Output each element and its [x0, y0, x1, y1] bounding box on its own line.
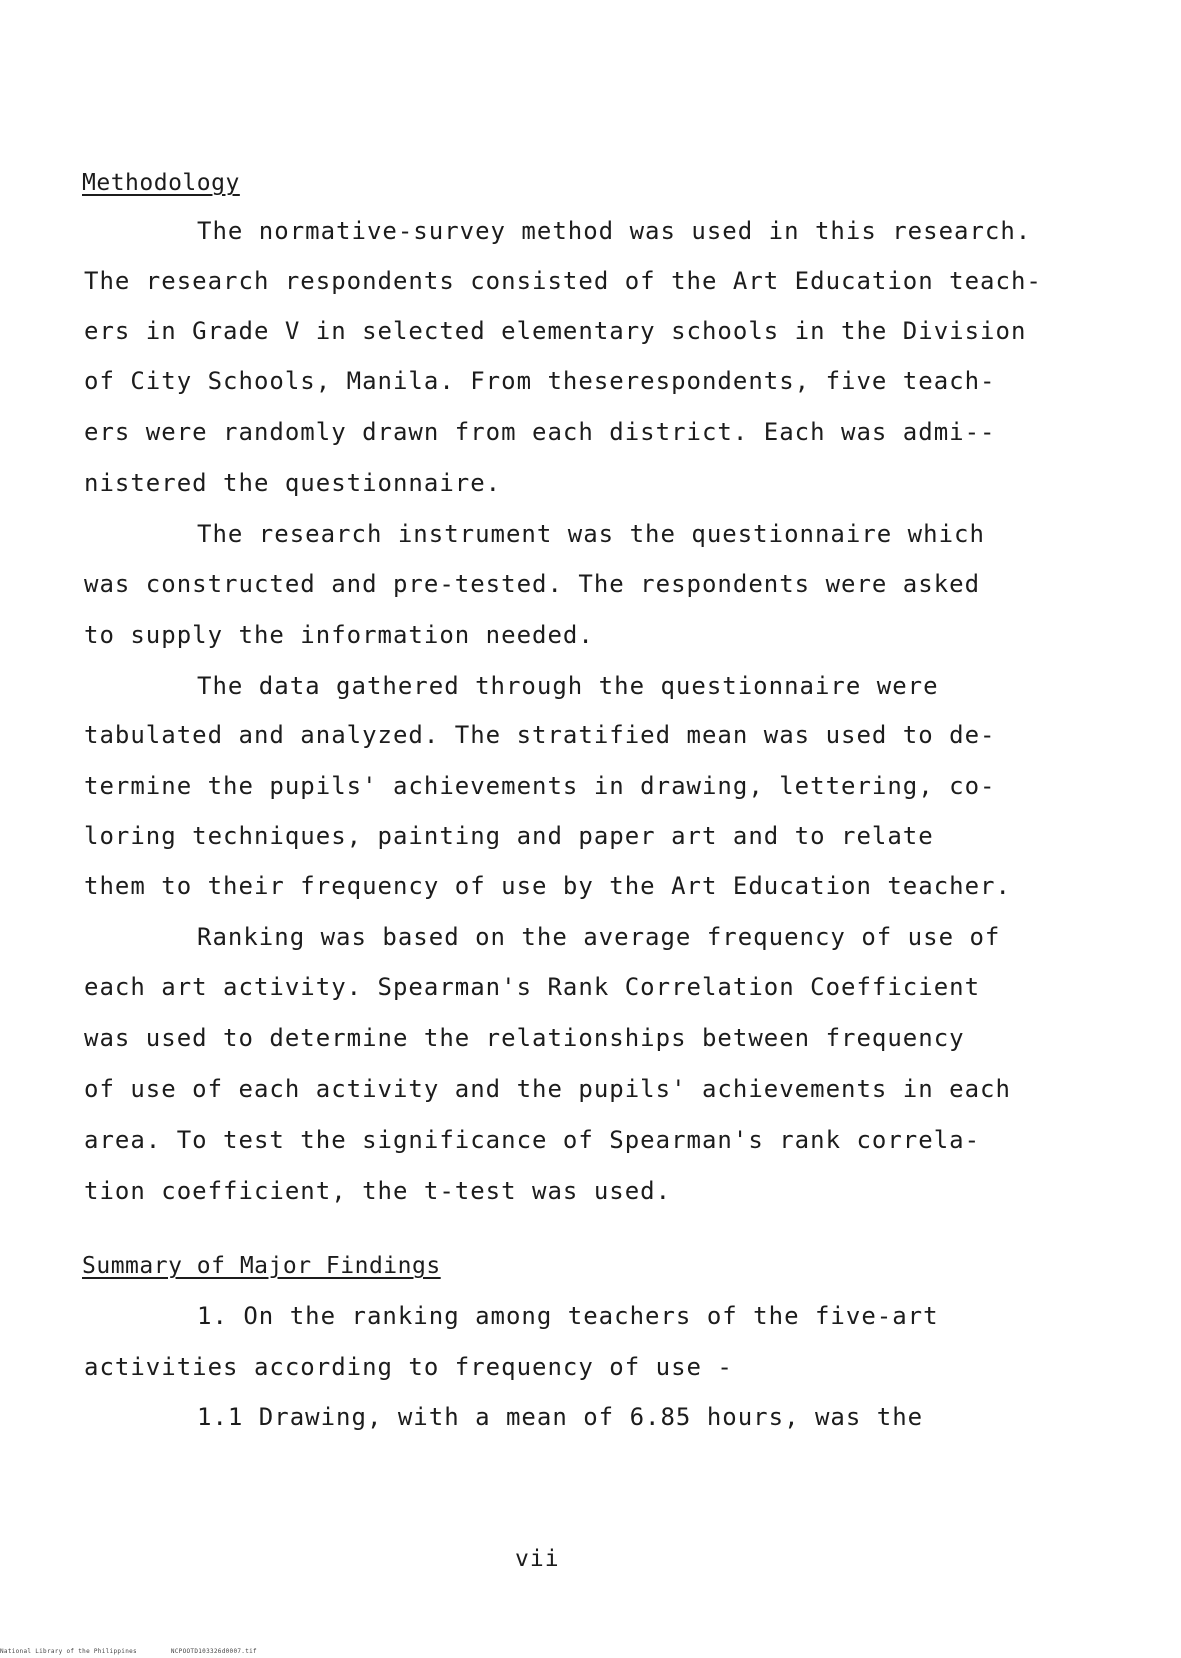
footer-library: National Library of the Philippines	[0, 1648, 137, 1655]
methodology-line-3: ers in Grade V in selected elementary schools in the Division	[84, 317, 1027, 345]
methodology-line-19: area. To test the significance of Spearman's rank correla-	[84, 1126, 981, 1154]
methodology-line-8: was constructed and pre-tested. The respondents were asked	[84, 570, 981, 598]
summary-heading: Summary of Major Findings	[82, 1253, 441, 1279]
methodology-line-12: termine the pupils' achievements in drawing, lettering, co-	[84, 772, 996, 800]
methodology-line-6: nistered the questionnaire.	[84, 469, 502, 497]
methodology-line-7: The research instrument was the questionnaire which	[197, 520, 985, 548]
methodology-line-5: ers were randomly drawn from each district. Each was admi--	[84, 418, 996, 446]
summary-line-1: 1. On the ranking among teachers of the five-art	[197, 1302, 939, 1330]
footer-code: NCPOOTD103326d0007.tif	[170, 1648, 257, 1655]
methodology-line-18: of use of each activity and the pupils' achievements in each	[84, 1075, 1011, 1103]
methodology-heading: Methodology	[82, 170, 240, 196]
methodology-line-13: loring techniques, painting and paper art and to relate	[84, 822, 934, 850]
methodology-line-11: tabulated and analyzed. The stratified mean was used to de-	[84, 721, 996, 749]
methodology-line-14: them to their frequency of use by the Art Education teacher.	[84, 872, 1011, 900]
methodology-line-4: of City Schools, Manila. From theserespondents, five teach-	[84, 367, 996, 395]
scan-footer	[0, 1648, 287, 1655]
methodology-line-20: tion coefficient, the t-test was used.	[84, 1177, 672, 1205]
methodology-line-9: to supply the information needed.	[84, 621, 594, 649]
methodology-line-1: The normative-survey method was used in this research.	[197, 217, 1032, 245]
methodology-line-2: The research respondents consisted of the Art Education teach-	[84, 267, 1042, 295]
methodology-line-10: The data gathered through the questionnaire were	[197, 672, 939, 700]
page-number: vii	[515, 1546, 560, 1572]
methodology-line-17: was used to determine the relationships between frequency	[84, 1024, 965, 1052]
methodology-line-15: Ranking was based on the average frequency of use of	[197, 923, 1001, 951]
summary-line-3: 1.1 Drawing, with a mean of 6.85 hours, was the	[197, 1403, 924, 1431]
summary-line-2: activities according to frequency of use -	[84, 1353, 733, 1381]
methodology-line-16: each art activity. Spearman's Rank Correlation Coefficient	[84, 973, 981, 1001]
